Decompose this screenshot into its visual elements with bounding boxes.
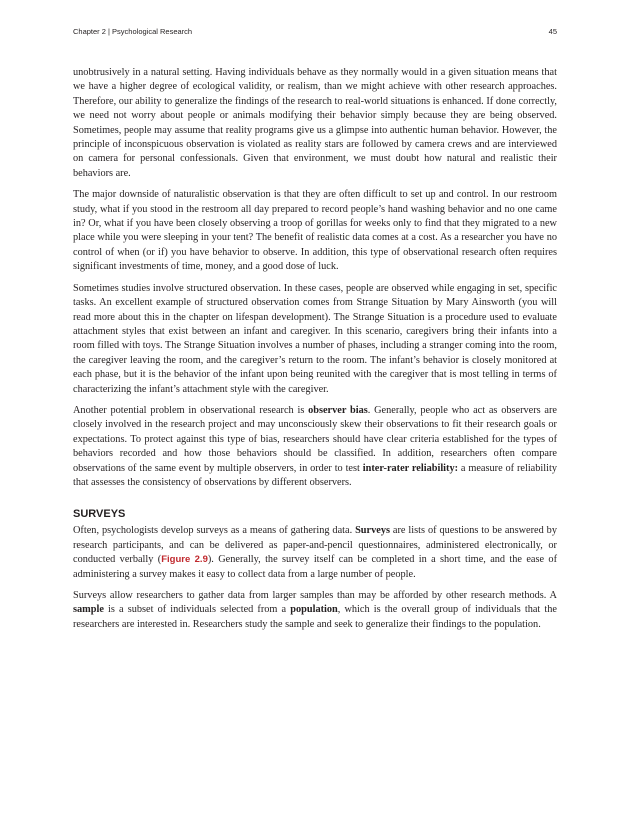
term-surveys: Surveys — [355, 525, 390, 537]
chapter-title: Chapter 2 | Psychological Research — [73, 27, 193, 36]
paragraph-5 — [73, 524, 557, 582]
page-number: 45 — [548, 27, 557, 36]
p6-text-c: , which is the overall group of individuals that the researchers are interested in. Researchers study the sample and seek to generalize their findings to the population. — [73, 604, 557, 630]
section-heading-surveys: SURVEYS — [73, 508, 126, 521]
p6-text-b: is a subset of individuals selected from a — [103, 604, 291, 616]
term-population: population — [290, 604, 338, 616]
p4-text-a: Another potential problem in observational research is — [73, 404, 309, 416]
paragraph-2: The major downside of naturalistic observation is that they are often difficult to set up and control. In our restroom study, what if you stood in the restroom all day prepared to record people’s hand washing behavior and no one came in? Or, what if you have been closely observing a troop of gorillas for weeks only to find that they migrated to a new place while you were sleeping in your tent? The benefit of realistic data comes at a cost. As a researcher you have no control of when (or if) you have behavior to observe. In addition, this type of observational research often requires significant investments of time, money, and a good dose of luck. — [73, 189, 557, 273]
term-sample: sample — [73, 604, 104, 616]
running-head — [73, 27, 557, 36]
p5-text-c: ). Generally, the survey itself can be completed in a short time, and the ease of administering a survey makes it easy to collect data from a large number of people. — [73, 554, 557, 580]
paragraph-6 — [73, 589, 557, 632]
p5-text-a: Often, psychologists develop surveys as a means of gathering data. — [73, 525, 356, 537]
body-text — [73, 66, 557, 639]
paragraph-3: Sometimes studies involve structured observation. In these cases, people are observed while engaging in set, specific tasks. An excellent example of structured observation comes from Strange Situation by Mary Ainsworth (you will read more about this in the chapter on lifespan development). The Strange Situation is a procedure used to evaluate attachment styles that exist between an infant and caregiver. In this scenario, caregivers bring their infants into a room filled with toys. The Strange Situation involves a number of phases, including a stranger coming into the room, the caregiver leaving the room, and the caregiver’s return to the room. The infant’s behavior is closely monitored at each phase, but it is the behavior of the infant upon being reunited with the caregiver that is most telling in terms of characterizing the infant’s attachment style with the caregiver. — [73, 282, 557, 395]
paragraph-1: unobtrusively in a natural setting. Having individuals behave as they normally would in a given situation means that we have a higher degree of ecological validity, or realism, than we might achieve with other research approaches. Therefore, our ability to generalize the findings of the research to real-world situations is enhanced. If done correctly, we need not worry about people or animals modifying their behavior simply because they are being observed. Sometimes, people may assume that reality programs give us a glimpse into authentic human behavior. However, the principle of inconspicuous observation is violated as reality stars are followed by camera crews and are interviewed on camera for personal confessionals. Given that environment, we must doubt how natural and realistic their behaviors are. — [73, 67, 557, 179]
p4-text-c: a measure of reliability that assesses the consistency of observations by different observers. — [73, 462, 557, 488]
term-observer-bias: observer bias — [308, 404, 368, 416]
p4-text-b: . Generally, people who act as observers are closely involved in the research project and may unconsciously skew their observations to fit their research goals or expectations. To protect against this type of bias, researchers should have clear criteria established for the types of behaviors recorded and how those behaviors should be classified. In addition, researchers often compare observations of the same event by multiple observers, in order to test — [73, 404, 557, 474]
term-inter-rater-reliability: inter-rater reliability: — [362, 462, 459, 474]
p6-text-a: Surveys allow researchers to gather data from larger samples than may be afforded by other research methods. A — [73, 590, 557, 601]
p5-text-b: are lists of questions to be answered by research participants, and can be delivered as paper-and-pencil questionnaires, administered electronically, or conducted verbally ( — [73, 525, 557, 566]
paragraph-4 — [73, 404, 557, 490]
figure-2-9-link[interactable]: Figure 2.9 — [161, 554, 208, 566]
